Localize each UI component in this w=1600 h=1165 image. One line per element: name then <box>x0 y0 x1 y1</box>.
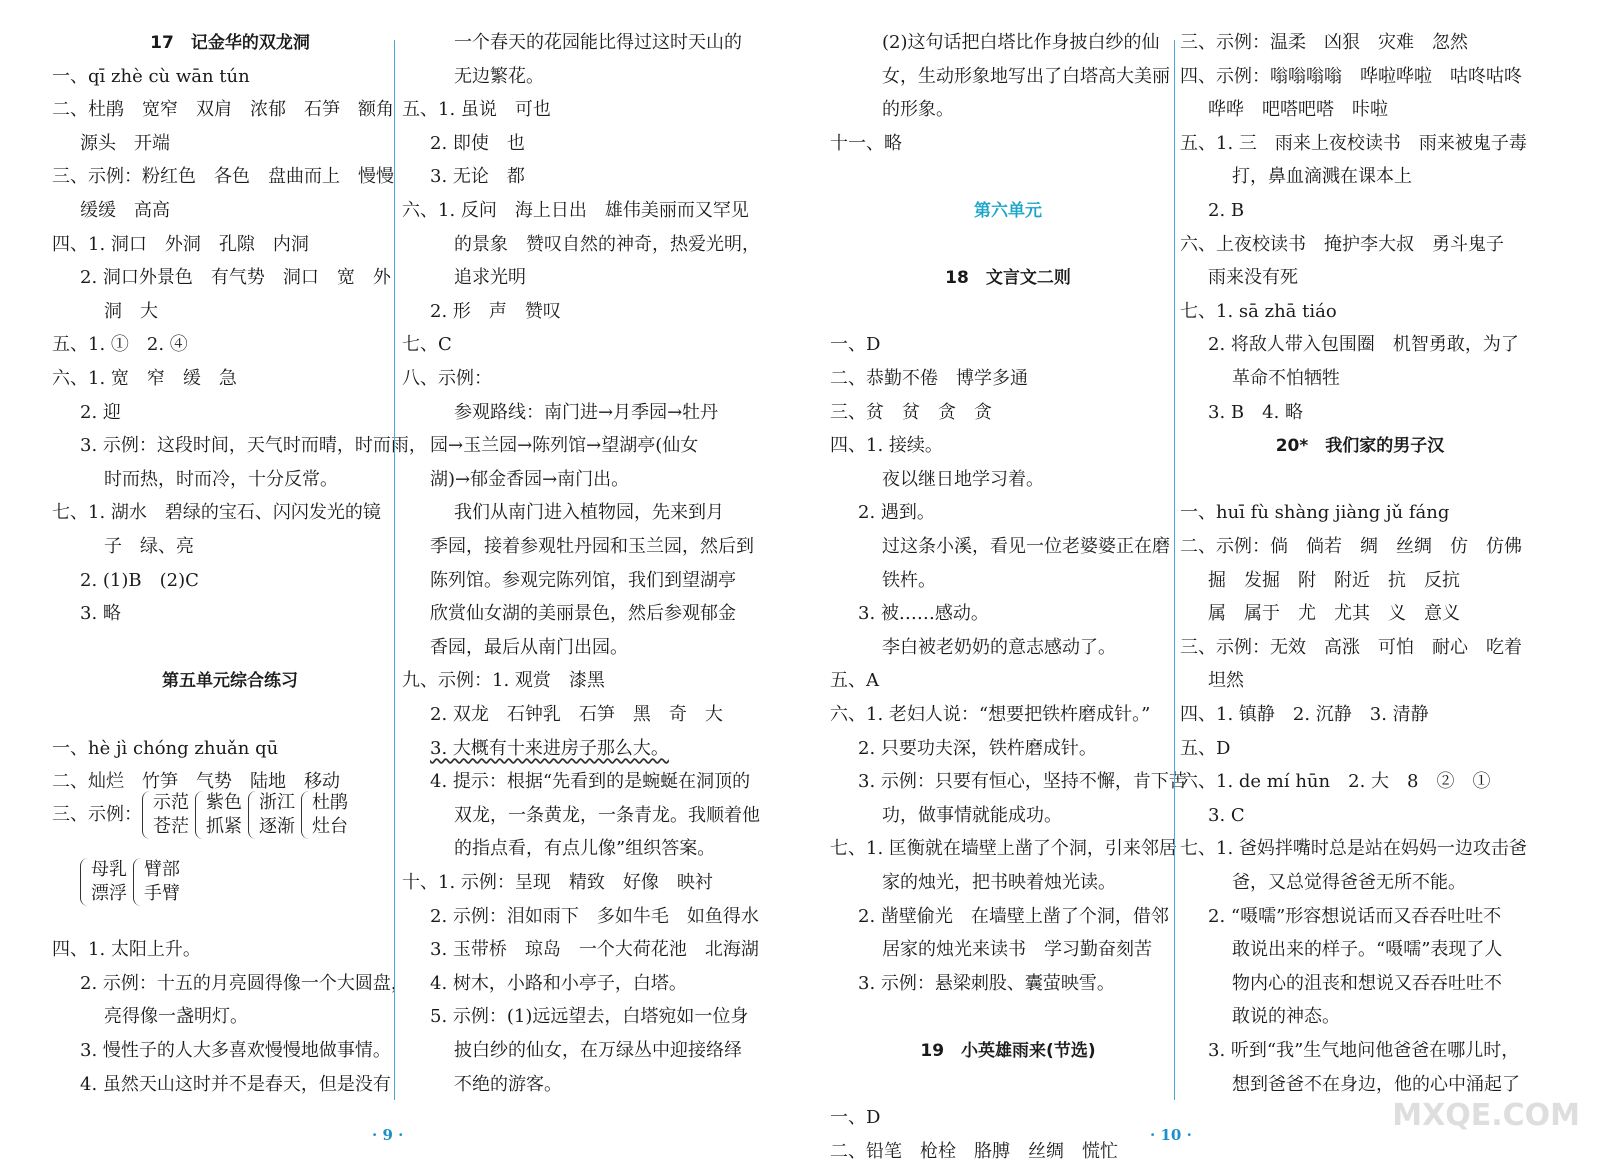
line-text: 3. 无论 都 <box>430 166 525 188</box>
text-line <box>1180 30 1468 56</box>
text-line <box>454 400 718 426</box>
line-text: 5. 示例：(1)远远望去，白塔宛如一位身 <box>430 1006 749 1028</box>
text-line <box>402 668 605 694</box>
line-text: 3. B 4. 略 <box>1208 401 1304 423</box>
line-text: 四、1. 洞口 外洞 孔隙 内洞 <box>52 233 309 255</box>
text-line <box>402 332 452 358</box>
line-text: 追求光明 <box>454 267 526 289</box>
text-line <box>430 635 628 661</box>
line-text: 七、1. 湖水 碧绿的宝石、闪闪发光的镜 <box>52 502 381 524</box>
line-text: 夜以继日地学习着。 <box>882 468 1044 490</box>
text-line <box>830 1038 1186 1064</box>
line-text: 无边繁花。 <box>454 65 544 87</box>
line-text: 七、1. 匡衡就在墙壁上凿了个洞，引来邻居 <box>830 838 1177 860</box>
text-line <box>52 164 394 190</box>
line-text: 3. C <box>1208 804 1245 826</box>
text-line <box>1180 736 1230 762</box>
line-text: 六、上夜校读书 掩护李大叔 勇斗鬼子 <box>1180 233 1504 255</box>
text-line <box>430 467 629 493</box>
text-line <box>882 30 1160 56</box>
line-text: 2. 双龙 石钟乳 石笋 黑 奇 大 <box>430 704 723 725</box>
line-text: 我们从南门进入植物园，先来到月 <box>454 502 724 524</box>
text-line <box>430 568 736 594</box>
line-text: 五、A <box>830 670 879 692</box>
brace-icon <box>301 791 310 839</box>
line-text: 双龙，一条黄龙，一条青龙。我顺着他 <box>454 804 760 826</box>
line-text: 物内心的沮丧和想说又吞吞吐吐不 <box>1232 972 1502 994</box>
line-text: 一、hè jì chóng zhuǎn qū <box>52 737 279 759</box>
line-text: 李白被老奶奶的意志感动了。 <box>882 636 1116 658</box>
line-text: 香园，最后从南门出园。 <box>430 636 628 658</box>
word-pair <box>248 791 295 839</box>
text-line <box>1232 937 1502 963</box>
line-text: 十一、略 <box>830 132 902 154</box>
pair-word: 浙江 <box>259 791 295 813</box>
pair-word: 漂浮 <box>91 883 127 904</box>
text-line <box>1208 400 1303 426</box>
line-text: 子 绿、亮 <box>104 536 194 557</box>
text-line <box>80 858 186 906</box>
text-line <box>430 769 750 795</box>
text-line <box>1180 635 1522 661</box>
text-line <box>1180 836 1527 862</box>
text-line <box>830 332 880 358</box>
line-text: 二、杜鹃 宽窄 双肩 浓郁 石笋 额角 <box>52 99 394 121</box>
line-text: 五、1. ① 2. ④ <box>52 334 188 356</box>
text-line <box>430 736 669 762</box>
line-text: 六、1. 宽 窄 缓 急 <box>52 368 237 389</box>
line-text: 源头 开端 <box>80 132 170 154</box>
pair-word: 逐渐 <box>259 815 295 837</box>
text-line <box>52 736 278 762</box>
page-number-left: · 9 · <box>372 1126 404 1144</box>
line-text: 一、qī zhè cù wān tún <box>52 65 250 87</box>
line-text: 五、D <box>1180 737 1231 759</box>
text-line <box>858 500 935 526</box>
text-line <box>52 97 394 123</box>
text-line <box>52 668 408 694</box>
text-line <box>830 265 1186 291</box>
text-line <box>52 937 201 963</box>
watermark-logo: MXQE.COM <box>1392 1098 1580 1133</box>
text-line <box>1208 601 1460 627</box>
line-text: 坦然 <box>1208 670 1244 692</box>
pair-word: 臂部 <box>144 859 180 880</box>
line-text: 20* 我们家的男子汉 <box>1275 436 1445 457</box>
line-text: 2. 示例：泪如雨下 多如牛毛 如鱼得水 <box>430 905 759 927</box>
line-text: 19 小英雄雨来(节选) <box>920 1041 1096 1061</box>
line-text: 敢说的神态。 <box>1232 1006 1340 1028</box>
line-text: 一个春天的花园能比得过这时天山的 <box>454 32 742 53</box>
pair-word: 示范 <box>153 791 189 813</box>
text-line <box>1208 332 1519 358</box>
text-line <box>430 433 698 459</box>
text-line <box>80 1072 391 1098</box>
text-line <box>104 1004 248 1030</box>
column-divider <box>394 40 395 1100</box>
line-text: 五、1. 三 雨来上夜校读书 雨来被鬼子毒 <box>1180 132 1527 154</box>
line-text: 3. 听到“我”生气地问他爸爸在哪儿时， <box>1208 1040 1520 1061</box>
line-text: 参观路线：南门进→月季园→牡丹 <box>454 401 719 423</box>
line-text: 雨来没有死 <box>1208 267 1298 289</box>
text-line <box>430 971 687 997</box>
line-text: 想到爸爸不在身边，他的心中涌起了 <box>1232 1073 1520 1095</box>
line-text: 湖)→郁金香园→南门出。 <box>430 468 630 490</box>
text-line <box>1180 299 1337 325</box>
text-line <box>402 97 551 123</box>
line-text: 女，生动形象地写出了白塔高大美丽 <box>882 65 1170 87</box>
line-text: 过这条小溪，看见一位老婆婆正在磨 <box>882 536 1170 557</box>
line-text: 四、示例：嗡嗡嗡嗡 哗啦哗啦 咕咚咕咚 <box>1180 65 1522 87</box>
line-text: 第六单元 <box>974 201 1042 221</box>
text-line <box>52 30 408 56</box>
line-text: 3. 大概有十来进房子那么大。 <box>430 737 669 759</box>
text-line <box>1180 702 1429 728</box>
text-line <box>1232 971 1502 997</box>
line-text: 园→玉兰园→陈列馆→望湖亭(仙女 <box>430 435 699 457</box>
line-text: 2. 将敌人带入包围圈 机智勇敢，为了 <box>1208 334 1519 356</box>
line-text: 铁杵。 <box>882 569 936 591</box>
line-text: 七、1. sā zhā tiáo <box>1180 300 1337 322</box>
text-line <box>52 791 354 839</box>
line-text: 三、示例：温柔 凶狠 灾难 忽然 <box>1180 32 1468 53</box>
line-text: 四、1. 接续。 <box>830 435 943 457</box>
text-line <box>1232 1004 1340 1030</box>
text-line <box>1232 870 1466 896</box>
pair-words <box>144 858 180 906</box>
text-line <box>830 131 902 157</box>
line-text: 2. B <box>1208 200 1245 221</box>
line-text: 爸，又总觉得爸爸无所不能。 <box>1232 872 1466 893</box>
pair-words <box>312 791 348 839</box>
text-line <box>1180 769 1490 795</box>
brace-icon <box>142 791 151 839</box>
text-line <box>1232 366 1340 392</box>
text-line <box>882 635 1116 661</box>
text-line <box>430 904 759 930</box>
text-line <box>858 904 1169 930</box>
text-line <box>858 601 989 627</box>
line-text: 不绝的游客。 <box>454 1073 562 1095</box>
line-text: 17 记金华的双龙洞 <box>150 33 310 53</box>
text-line <box>882 803 1062 829</box>
text-line <box>402 198 749 224</box>
text-line <box>882 97 954 123</box>
pair-words <box>206 791 242 839</box>
text-line <box>830 836 1177 862</box>
line-text: 3. 示例：悬梁刺股、囊萤映雪。 <box>858 972 1115 994</box>
text-line <box>454 232 760 258</box>
text-line <box>454 803 760 829</box>
line-text: 2. 遇到。 <box>858 502 935 524</box>
line-text: 亮得像一盏明灯。 <box>104 1006 248 1028</box>
text-line <box>430 164 525 190</box>
word-pair <box>142 791 189 839</box>
line-text: 四、1. 镇静 2. 沉静 3. 清静 <box>1180 704 1429 725</box>
text-line <box>52 332 188 358</box>
text-line <box>454 30 742 56</box>
line-text: 的景象 赞叹自然的神奇，热爱光明， <box>454 233 760 255</box>
brace-icon <box>248 791 257 839</box>
column-divider <box>1174 40 1175 1100</box>
line-text: 二、灿烂 竹笋 气势 陆地 移动 <box>52 771 340 793</box>
text-line <box>1180 232 1504 258</box>
line-text: 的指点看，有点儿像”组织答案。 <box>454 838 716 860</box>
text-line <box>430 937 759 963</box>
text-line <box>104 299 158 325</box>
text-line <box>454 1038 742 1064</box>
line-text: 敢说出来的样子。“嗫嚅”表现了人 <box>1232 939 1503 961</box>
line-text: 二、铅笔 枪栓 胳膊 丝绸 慌忙 <box>830 1140 1118 1162</box>
text-line <box>1180 131 1527 157</box>
text-line <box>430 299 561 325</box>
line-text: 2. (1)B (2)C <box>80 569 199 591</box>
text-line <box>80 400 121 426</box>
text-line <box>1232 164 1412 190</box>
text-line <box>882 568 936 594</box>
line-text: 革命不怕牺牲 <box>1232 368 1340 389</box>
text-line <box>430 1004 748 1030</box>
text-line <box>1180 64 1522 90</box>
pair-word: 杜鹃 <box>312 791 348 813</box>
text-line <box>80 568 199 594</box>
line-text: 一、D <box>830 1107 881 1129</box>
line-text: 3. 慢性子的人大多喜欢慢慢地做事情。 <box>80 1040 391 1061</box>
text-line <box>80 265 391 291</box>
brace-icon <box>80 858 89 906</box>
text-line <box>1232 1072 1520 1098</box>
text-line <box>830 366 1028 392</box>
line-text: 六、1. de mí hūn 2. 大 8 ② ① <box>1180 771 1491 793</box>
pair-word: 母乳 <box>91 859 127 880</box>
text-line <box>830 1139 1118 1165</box>
line-text: 2. 凿壁偷光 在墙壁上凿了个洞，借邻 <box>858 905 1169 927</box>
word-pair <box>133 858 180 906</box>
text-line <box>454 836 715 862</box>
text-line <box>402 366 492 392</box>
line-text: 一、D <box>830 334 881 356</box>
line-text: 季园，接着参观牡丹园和玉兰园，然后到 <box>430 536 754 557</box>
pair-words <box>259 791 295 839</box>
line-text: 第五单元综合练习 <box>162 671 298 692</box>
line-text: 4. 树木，小路和小亭子，白塔。 <box>430 972 687 994</box>
line-text: 3. 玉带桥 琼岛 一个大荷花池 北海湖 <box>430 939 759 961</box>
text-line <box>52 366 237 392</box>
word-pair <box>80 858 127 906</box>
text-line <box>882 467 1044 493</box>
text-line <box>882 870 1116 896</box>
text-line <box>830 433 943 459</box>
line-text: 居家的烛光来读书 学习勤奋刻苦 <box>882 939 1152 961</box>
word-pair <box>301 791 348 839</box>
text-line <box>52 64 250 90</box>
line-text: 4. 虽然天山这时并不是春天，但是没有 <box>80 1073 391 1095</box>
text-line <box>454 1072 562 1098</box>
text-line <box>830 668 879 694</box>
pair-word: 苍茫 <box>153 815 189 837</box>
line-text: 功，做事情就能成功。 <box>882 804 1062 826</box>
text-line <box>80 433 427 459</box>
line-text: 打，鼻血滴溅在课本上 <box>1232 166 1412 188</box>
text-line <box>830 400 992 426</box>
text-line <box>430 702 723 728</box>
text-line <box>1208 1038 1519 1064</box>
line-text: 三、示例：无效 高涨 可怕 耐心 吃着 <box>1180 636 1522 658</box>
line-text: 陈列馆。参观完陈列馆，我们到望湖亭 <box>430 569 736 591</box>
text-line <box>80 131 170 157</box>
text-line <box>858 736 1097 762</box>
text-line <box>1208 568 1460 594</box>
pair-word: 抓紧 <box>206 815 242 837</box>
page-number-right: · 10 · <box>1150 1126 1192 1144</box>
line-text: 二、恭勤不倦 博学多通 <box>830 368 1028 389</box>
line-text: 属 属于 尤 尤其 义 意义 <box>1208 603 1460 625</box>
pair-word: 紫色 <box>206 791 242 813</box>
text-line <box>882 937 1152 963</box>
line-text: 三、贫 贫 贪 贪 <box>830 401 992 423</box>
text-line <box>1208 904 1501 930</box>
line-text: (2)这句话把白塔比作身披白纱的仙 <box>882 32 1160 53</box>
line-text: 家的烛光，把书映着烛光读。 <box>882 872 1116 893</box>
text-line <box>80 1038 391 1064</box>
line-text: 十、1. 示例：呈现 精致 好像 映衬 <box>402 872 713 893</box>
line-text: 2. “嗫嚅”形容想说话而又吞吞吐吐不 <box>1208 905 1502 927</box>
text-line <box>52 232 309 258</box>
pair-word: 灶台 <box>312 815 348 837</box>
line-text: 九、示例：1. 观赏 漆黑 <box>402 670 605 692</box>
text-line <box>830 198 1186 224</box>
line-text: 3. 略 <box>80 603 121 625</box>
line-text: 4. 提示：根据“先看到的是蜿蜒在洞顶的 <box>430 771 751 793</box>
line-text: 2. 洞口外景色 有气势 洞口 宽 外 <box>80 267 391 289</box>
text-line <box>402 870 713 896</box>
line-text: 二、示例：倘 倘若 绸 丝绸 仿 仿佛 <box>1180 536 1522 557</box>
line-text: 披白纱的仙女，在万绿丛中迎接络绎 <box>454 1040 742 1061</box>
text-line <box>1208 803 1245 829</box>
text-line <box>430 534 754 560</box>
line-text: 2. 迎 <box>80 401 121 423</box>
text-line <box>52 500 381 526</box>
text-line <box>430 601 736 627</box>
word-pair <box>195 791 242 839</box>
line-text: 七、1. 爸妈拌嘴时总是站在妈妈一边攻击爸 <box>1180 838 1527 860</box>
line-text: 欣赏仙女湖的美丽景色，然后参观郁金 <box>430 603 736 625</box>
text-line <box>454 500 724 526</box>
text-line <box>454 64 544 90</box>
line-text: 四、1. 太阳上升。 <box>52 939 201 961</box>
line-text: 三、示例：粉红色 各色 盘曲而上 慢慢 <box>52 166 394 188</box>
line-text: 八、示例： <box>402 368 492 389</box>
text-line <box>830 702 1150 728</box>
text-line <box>1208 198 1244 224</box>
text-line <box>104 467 338 493</box>
text-line <box>1208 265 1298 291</box>
line-text: 缓缓 高高 <box>80 200 170 221</box>
text-line <box>80 971 409 997</box>
line-text: 掘 发掘 附 附近 抗 反抗 <box>1208 569 1460 591</box>
line-text: 六、1. 反问 海上日出 雄伟美丽而又罕见 <box>402 200 749 221</box>
pair-words <box>91 858 127 906</box>
line-text: 3. 被……感动。 <box>858 603 989 625</box>
line-text: 18 文言文二则 <box>945 268 1071 289</box>
line-text: 3. 示例：只要有恒心，坚持不懈，肯下苦 <box>858 771 1187 793</box>
line-text: 2. 形 声 赞叹 <box>430 300 561 322</box>
text-line <box>858 769 1187 795</box>
line-text: 七、C <box>402 334 452 356</box>
text-line <box>454 265 526 291</box>
line-text: 2. 只要功夫深，铁杵磨成针。 <box>858 737 1097 759</box>
line-text: 五、1. 虽说 可也 <box>402 99 551 121</box>
text-line <box>430 131 525 157</box>
text-line <box>1180 534 1522 560</box>
brace-icon <box>195 791 204 839</box>
line-text: 一、huī fù shàng jiàng jǔ fáng <box>1180 502 1450 524</box>
line-text: 2. 即使 也 <box>430 132 525 154</box>
pair-words <box>153 791 189 839</box>
text-line <box>1208 668 1244 694</box>
line-text: 3. 示例：这段时间，天气时而晴，时而雨， <box>80 435 427 457</box>
text-line <box>830 1105 880 1131</box>
line-text: 六、1. 老妇人说：“想要把铁杵磨成针。” <box>830 704 1151 725</box>
line-text: 时而热，时而冷，十分反常。 <box>104 468 338 490</box>
text-line <box>882 64 1170 90</box>
text-line <box>80 601 121 627</box>
text-line <box>1180 500 1449 526</box>
group-prefix: 三、示例： <box>52 803 142 825</box>
pair-word: 手臂 <box>144 883 180 904</box>
text-line <box>1180 433 1540 459</box>
line-text: 的形象。 <box>882 99 954 121</box>
text-line <box>80 198 170 224</box>
text-line <box>104 534 194 560</box>
line-text: 哗哗 吧嗒吧嗒 咔啦 <box>1208 99 1388 121</box>
line-text: 2. 示例：十五的月亮圆得像一个大圆盘， <box>80 972 409 994</box>
text-line <box>882 534 1170 560</box>
line-text: 洞 大 <box>104 300 158 322</box>
text-line <box>858 971 1115 997</box>
text-line <box>1208 97 1388 123</box>
brace-icon <box>133 858 142 906</box>
